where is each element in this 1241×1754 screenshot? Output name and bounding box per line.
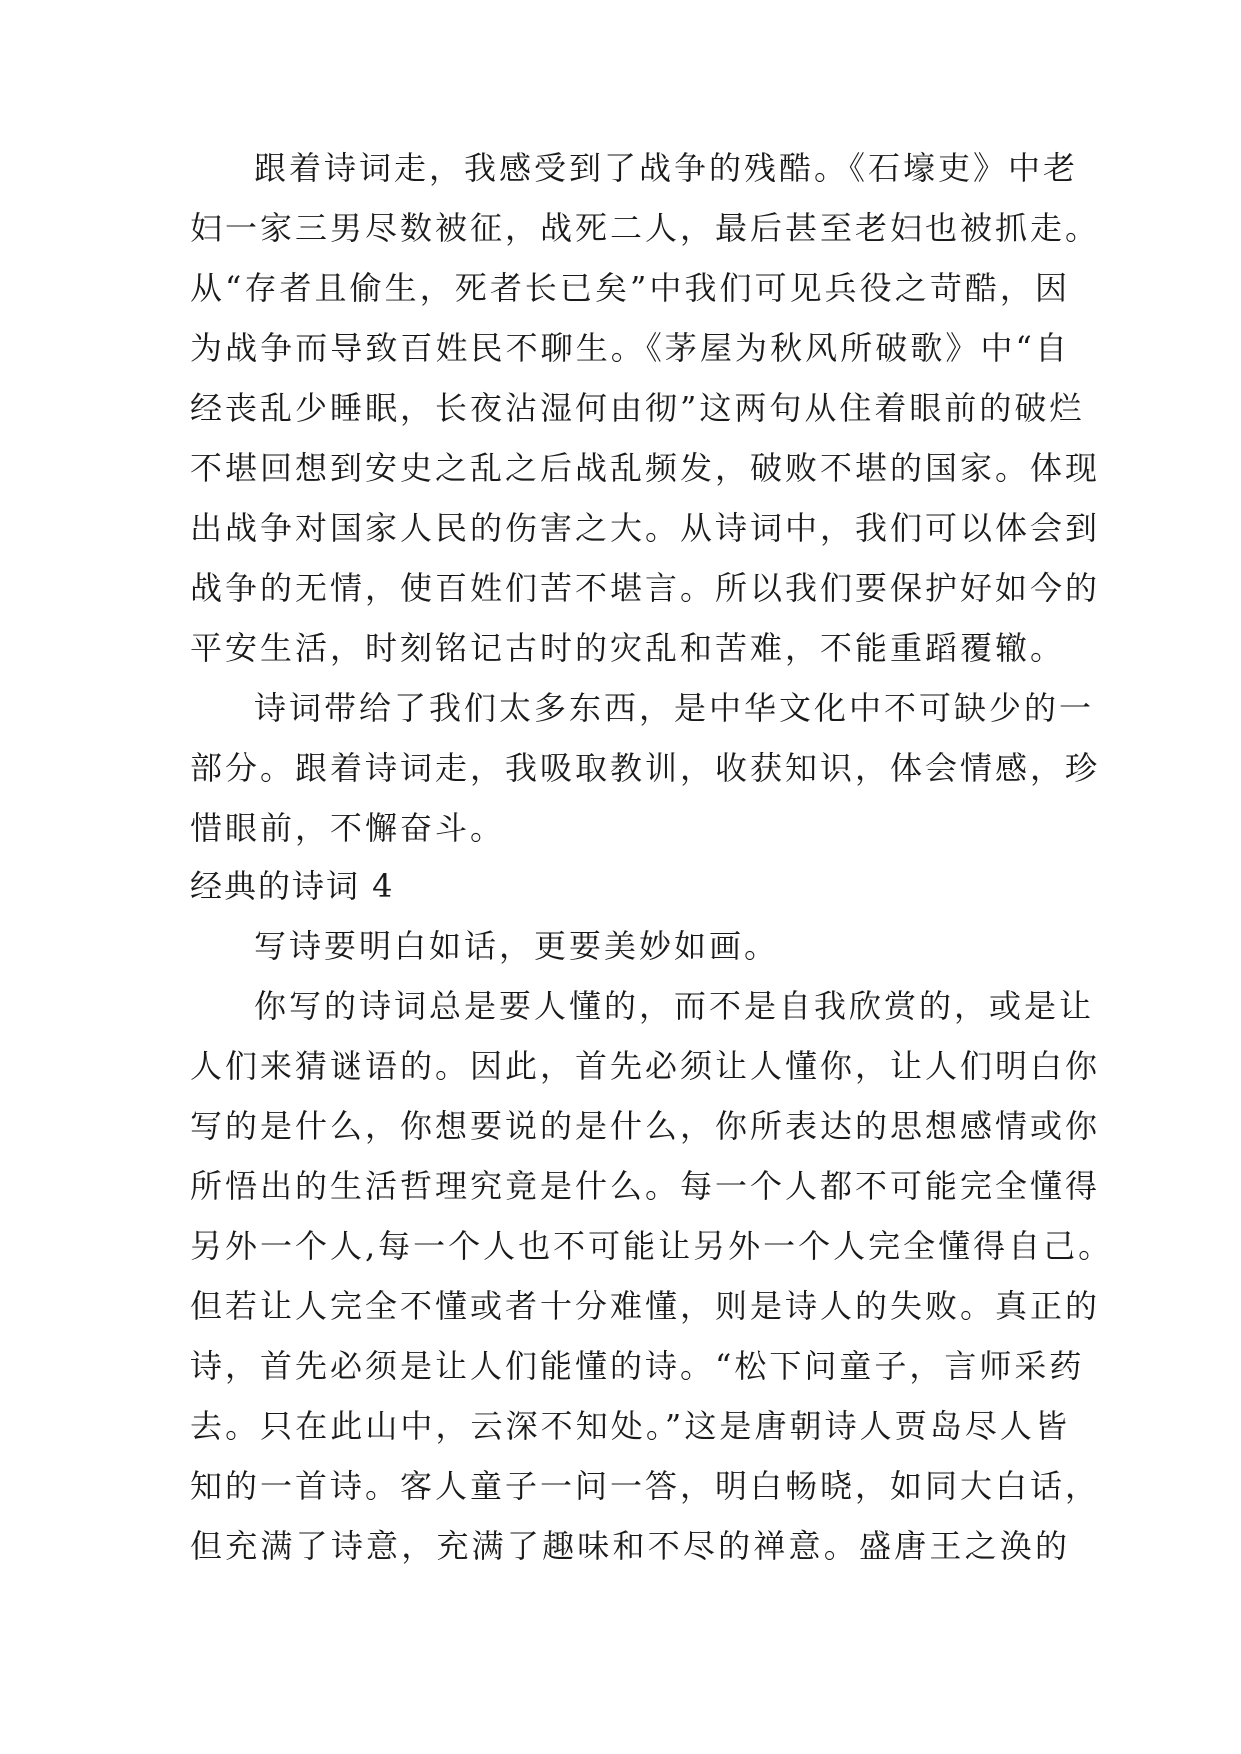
text-line: 跟着诗词走，我感受到了战争的残酷。《石壕吏》中老	[254, 149, 1079, 187]
text-line: 诗词带给了我们太多东西，是中华文化中不可缺少的一	[254, 689, 1095, 727]
text-line: 战争的无情，使百姓们苦不堪言。所以我们要保护好如今的	[190, 569, 1101, 607]
text-line: 另外一个人,每一个人也不可能让另外一个人完全懂得自己。	[190, 1227, 1114, 1265]
text-line: 去。只在此山中，云深不知处。”这是唐朝诗人贾岛尽人皆	[190, 1407, 1070, 1445]
text-line: 从“存者且偷生，死者长已矣”中我们可见兵役之苛酷，因	[190, 269, 1070, 307]
text-line: 写的是什么，你想要说的是什么，你所表达的思想感情或你	[190, 1107, 1101, 1145]
section-heading: 经典的诗词 4	[190, 867, 395, 905]
text-line: 知的一首诗。客人童子一问一答，明白畅晓，如同大白话，	[190, 1467, 1101, 1505]
text-line: 平安生活，时刻铭记古时的灾乱和苦难，不能重蹈覆辙。	[190, 629, 1066, 667]
text-line: 不堪回想到安史之乱之后战乱频发，破败不堪的国家。体现	[190, 449, 1101, 487]
text-line: 妇一家三男尽数被征，战死二人，最后甚至老妇也被抓走。	[190, 209, 1101, 247]
text-line: 你写的诗词总是要人懂的，而不是自我欣赏的，或是让	[254, 987, 1095, 1025]
text-line: 出战争对国家人民的伤害之大。从诗词中，我们可以体会到	[190, 509, 1101, 547]
text-line: 为战争而导致百姓民不聊生。《茅屋为秋风所破歌》中“自	[190, 329, 1070, 367]
text-line: 但充满了诗意，充满了趣味和不尽的禅意。盛唐王之涣的	[190, 1527, 1070, 1565]
text-line: 经丧乱少睡眠，长夜沾湿何由彻”这两句从住着眼前的破烂	[190, 389, 1085, 427]
text-line: 惜眼前，不懈奋斗。	[190, 809, 506, 847]
text-line: 诗，首先必须是让人们能懂的诗。“松下问童子，言师采药	[190, 1347, 1085, 1385]
text-line: 写诗要明白如话，更要美妙如画。	[254, 927, 780, 965]
text-line: 部分。跟着诗词走，我吸取教训，收获知识，体会情感，珍	[190, 749, 1101, 787]
text-line: 所悟出的生活哲理究竟是什么。每一个人都不可能完全懂得	[190, 1167, 1101, 1205]
text-line: 但若让人完全不懂或者十分难懂，则是诗人的失败。真正的	[190, 1287, 1101, 1325]
text-line: 人们来猜谜语的。因此，首先必须让人懂你，让人们明白你	[190, 1047, 1101, 1085]
